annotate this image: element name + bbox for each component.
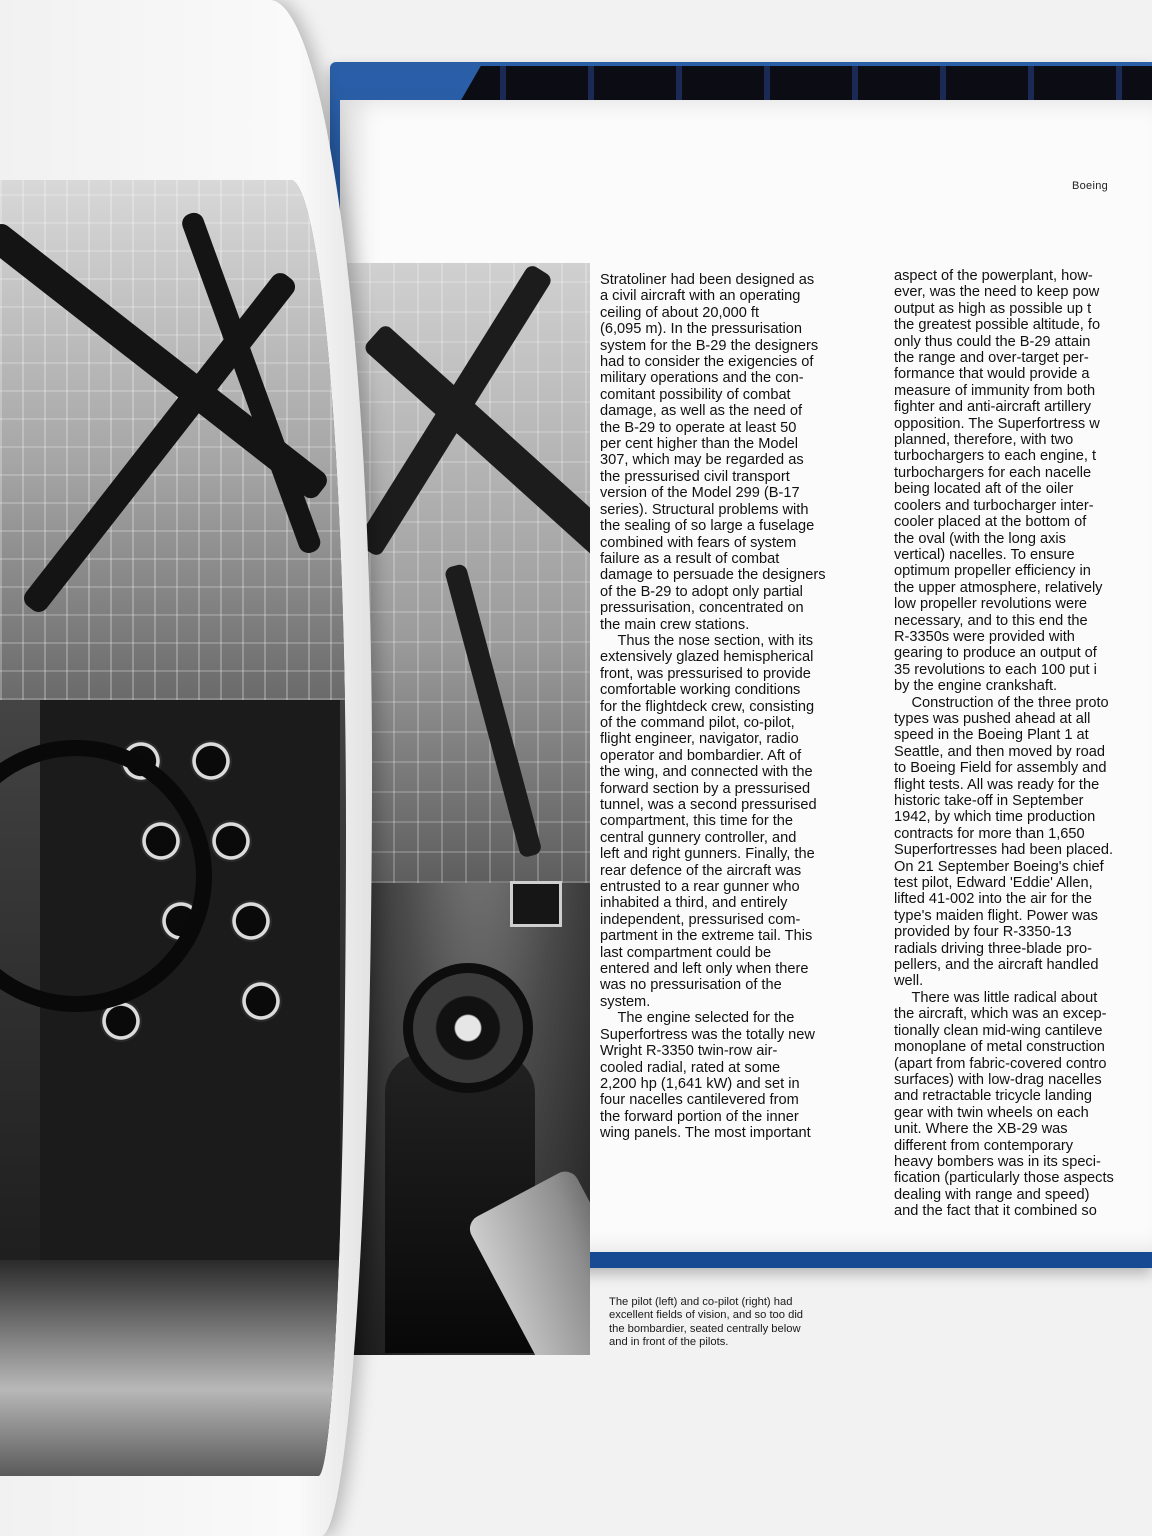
instrument-dial [230, 900, 272, 942]
instrument-gauge [510, 881, 562, 927]
body-paragraph: Stratoliner had been designed as a civil aircraft with an operating ceiling of about 20,000 ft (6,095 m). In the pressurisation system for the B-29 the designers had to consider the exigencies of military operations and the con- comitant possibility of combat damage, as well as the need of the B-29 to operate at least 50 per cent higher than the Model 307, which may be regarded as the pressurised civil transport version of the Model 299 (B-17 series). Structural problems with the sealing of so large a fuselage combined with fears of system failure as a result of combat damage to persuade the designers of the B-29 to adopt only partial pressurisation, concentrated on the main crew stations. [600, 272, 826, 633]
body-paragraph: aspect of the powerplant, how- ever, was the need to keep pow output as high as possible up t the greatest possible altitude, fo only thus could the B-29 attain the range and over-target per- formance that would provide a measure of immunity from both fighter and anti-aircraft artillery opposition. The Superfortress w planned, therefore, with two turbochargers to each engine, t turbochargers for each nacelle being located aft of the oiler coolers and turbocharger inter- cooler placed at the bottom of the oval (with the long axis vertical) nacelles. To ensure optimum propeller efficiency in the upper atmosphere, relatively low propeller revolutions were necessary, and to this end the R-3350s were provided with gearing to produce an output of 35 revolutions to each 100 put i by the engine crankshaft. [894, 268, 1103, 695]
body-paragraph: Construction of the three proto types was pushed ahead at all speed in the Boeing Plant 1 at Seattle, and then moved by road to Boeing Field for assembly and flight tests. All was ready for the historic take-off in September 1942, by which time production contracts for more than 1,650 Superfortresses had been placed. On 21 September Boeing's chief test pilot, Edward 'Eddie' Allen, lifted 41-002 into the air for the type's maiden flight. Power was provided by four R-3350-13 radials driving three-blade pro- pellers, and the aircraft handled well. [894, 694, 1114, 990]
text-column-2 [894, 268, 1152, 1220]
body-paragraph: There was little radical about the aircraft, which was an excep- tionally clean mid-wing cantileve monoplane of metal construction (apart from fabric-covered contro surfaces) with low-drag nacelles and retractable tricycle landing gear with twin wheels on each unit. Where the XB-29 was different from contemporary heavy bombers was in its speci- fication (particularly those aspects dealing with range and speed) and the fact that it combined so [894, 989, 1114, 1220]
body-paragraph: The engine selected for the Superfortress was the totally new Wright R-3350 twin-row air- cooled radial, rated at some 2,200 hp (1,641 kW) and set in four nacelles cantilevered from the forward portion of the inner wing panels. The most important [600, 1010, 815, 1142]
instrument-dial [210, 820, 252, 862]
cockpit-photo-right [345, 263, 590, 1355]
control-wheel [403, 963, 533, 1093]
left-page-curl [0, 0, 372, 1536]
cover-stripe-pattern [460, 66, 1152, 102]
running-head: Boeing [1072, 180, 1109, 192]
instrument-dial [240, 980, 282, 1022]
photo-caption: The pilot (left) and co-pilot (right) had excellent fields of vision, and so too did the bombardier, seated centrally below and in front of the pilots. [609, 1296, 804, 1348]
cockpit-photo-left [0, 180, 346, 1476]
cockpit-floor [0, 1260, 346, 1476]
body-paragraph: Thus the nose section, with its extensively glazed hemispherical front, was pressurised to provide comfortable working conditions for the flightdeck crew, consisting of the command pilot, co-pilot, flight engineer, navigator, radio operator and bombardier. Aft of the wing, and connected with the forward section by a pressurised tunnel, was a second pressurised compartment, this time for the central gunnery controller, and left and right gunners. Finally, the rear defence of the aircraft was entrusted to a rear gunner who inhabited a third, and entirely independent, pressurised com- partment in the extreme tail. This last compartment could be entered and left only when there was no pressurisation of the system. [600, 632, 817, 1010]
text-column-1 [600, 272, 882, 1142]
instrument-dial [190, 740, 232, 782]
